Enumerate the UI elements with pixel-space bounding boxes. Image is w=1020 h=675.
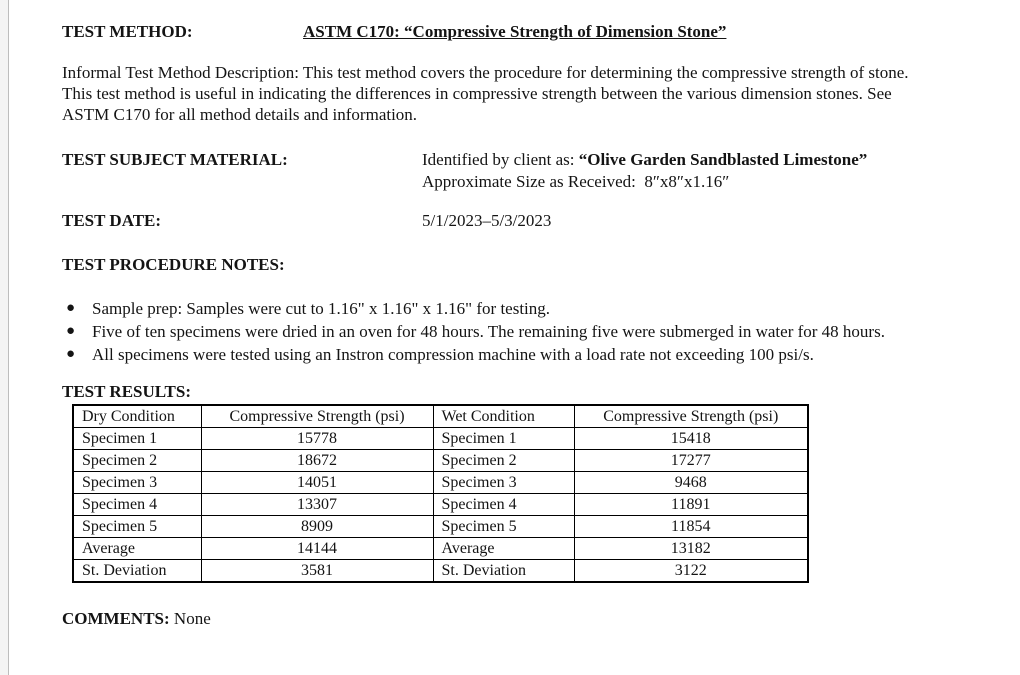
table-cell: Specimen 2 xyxy=(73,450,201,472)
column-header-dry-strength: Compressive Strength (psi) xyxy=(201,405,433,428)
table-header-row xyxy=(73,405,808,428)
table-cell: Specimen 5 xyxy=(73,516,201,538)
procedure-note-text: Sample prep: Samples were cut to 1.16" x 1.16" x 1.16" for testing. xyxy=(92,299,551,318)
table-cell: 9468 xyxy=(574,472,808,494)
test-date-value: 5/1/2023–5/3/2023 xyxy=(422,211,552,230)
table-cell: 8909 xyxy=(201,516,433,538)
procedure-notes-list xyxy=(62,297,948,366)
table-cell: Specimen 1 xyxy=(73,428,201,450)
test-subject-material-value xyxy=(422,149,867,193)
table-row xyxy=(73,450,808,472)
table-row xyxy=(73,560,808,583)
comments-value: None xyxy=(173,609,211,628)
table-cell: Average xyxy=(433,538,574,560)
table-row xyxy=(73,472,808,494)
test-subject-material-label: TEST SUBJECT MATERIAL: xyxy=(62,150,288,169)
table-row xyxy=(73,428,808,450)
test-method-label: TEST METHOD: xyxy=(62,22,193,41)
test-subject-material-row xyxy=(62,149,950,193)
table-cell: Specimen 4 xyxy=(73,494,201,516)
table-row xyxy=(73,494,808,516)
table-cell: 3122 xyxy=(574,560,808,583)
bullet-icon: ● xyxy=(66,346,76,362)
approximate-size-line: Approximate Size as Received: 8″x8″x1.16″ xyxy=(422,172,730,191)
column-header-wet-strength: Compressive Strength (psi) xyxy=(574,405,808,428)
material-name: “Olive Garden Sandblasted Limestone” xyxy=(578,150,868,169)
table-cell: 11891 xyxy=(574,494,808,516)
column-header-wet-condition: Wet Condition xyxy=(433,405,574,428)
test-method-title: ASTM C170: “Compressive Strength of Dimension Stone” xyxy=(303,22,727,41)
table-cell: 14051 xyxy=(201,472,433,494)
column-header-dry-condition: Dry Condition xyxy=(73,405,201,428)
list-item xyxy=(62,297,948,320)
table-cell: 13182 xyxy=(574,538,808,560)
test-results-heading: TEST RESULTS: xyxy=(62,382,191,401)
table-cell: Specimen 4 xyxy=(433,494,574,516)
table-row xyxy=(73,516,808,538)
table-cell: 13307 xyxy=(201,494,433,516)
table-cell: 17277 xyxy=(574,450,808,472)
table-cell: St. Deviation xyxy=(73,560,201,583)
table-cell: 11854 xyxy=(574,516,808,538)
table-cell: St. Deviation xyxy=(433,560,574,583)
list-item xyxy=(62,320,948,343)
table-cell: Average xyxy=(73,538,201,560)
identified-by-client-line xyxy=(422,149,867,171)
identified-by-client-prefix: Identified by client as: xyxy=(422,150,579,169)
table-cell: 18672 xyxy=(201,450,433,472)
results-table xyxy=(72,404,809,583)
table-cell: 14144 xyxy=(201,538,433,560)
table-row xyxy=(73,538,808,560)
list-item xyxy=(62,343,948,366)
table-cell: 3581 xyxy=(201,560,433,583)
comments-row xyxy=(62,609,950,629)
test-procedure-notes-heading: TEST PROCEDURE NOTES: xyxy=(62,255,285,274)
procedure-note-text: All specimens were tested using an Instron compression machine with a load rate not exceeding 100 psi/s. xyxy=(92,345,814,364)
bullet-icon: ● xyxy=(66,300,76,316)
table-cell: Specimen 3 xyxy=(433,472,574,494)
test-method-row xyxy=(62,22,950,42)
table-cell: 15778 xyxy=(201,428,433,450)
test-date-row xyxy=(62,211,950,231)
bullet-icon: ● xyxy=(66,323,76,339)
test-date-label: TEST DATE: xyxy=(62,211,162,230)
table-cell: Specimen 3 xyxy=(73,472,201,494)
procedure-note-text: Five of ten specimens were dried in an oven for 48 hours. The remaining five were submerged in water for 48 hours. xyxy=(92,322,885,341)
table-cell: Specimen 2 xyxy=(433,450,574,472)
table-cell: Specimen 1 xyxy=(433,428,574,450)
test-method-description: Informal Test Method Description: This test method covers the procedure for determining the compressive strength of stone. This test method is useful in indicating the differences in compressive strength between the various dimension stones. See ASTM C170 for all method details and information. xyxy=(62,63,909,124)
table-cell: Specimen 5 xyxy=(433,516,574,538)
table-cell: 15418 xyxy=(574,428,808,450)
comments-label: COMMENTS: xyxy=(62,609,170,628)
